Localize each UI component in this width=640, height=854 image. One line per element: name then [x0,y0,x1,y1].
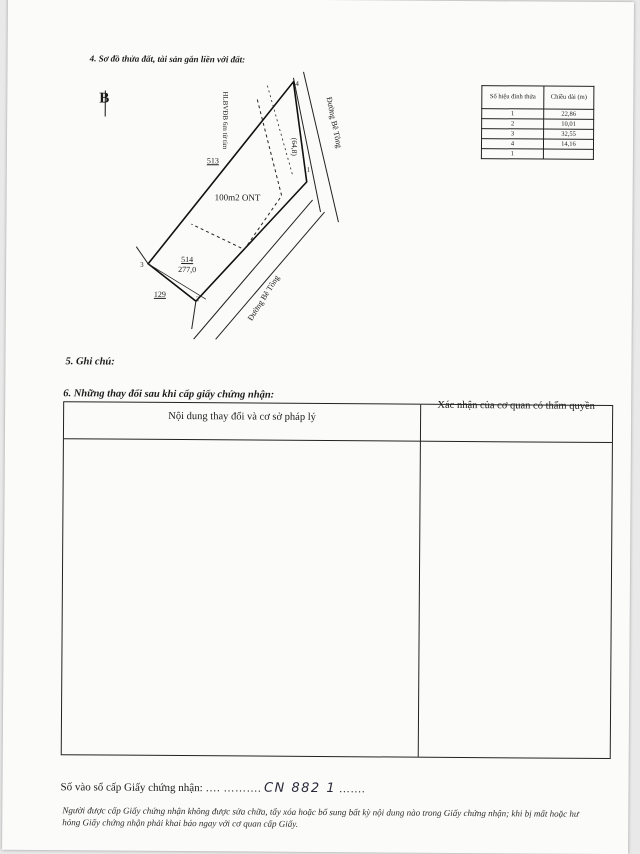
document-page [2,0,634,854]
registry-number: CN 882 1 [264,781,336,797]
changes-table [61,401,613,759]
vertex-3: 3 [140,261,144,269]
vertex-cell: 4 [481,139,543,149]
section-4-title: 4. Sơ đồ thửa đất, tài sản gắn liền với đất: [90,53,246,64]
parcel-514-area: 277,0 [178,265,196,274]
footnote: Người được cấp Giấy chứng nhận không được sửa chữa, tẩy xóa hoặc bổ sung bất kỳ nội dung nào trong Giấy chứng nhận; khi bị mất hoặc hư hỏng Giấy chứng nhận phải khai báo ngay với cơ quan cấp Giấy. [62,804,582,832]
neighbor-line [192,301,196,329]
parcel-513-label: 513 [207,156,219,165]
section-6-title: 6. Những thay đổi sau khi cấp giấy chứng nhận: [63,388,274,400]
length-cell: 32,55 [544,129,594,139]
length-cell: 22,86 [544,109,594,119]
vertex-cell: 3 [482,129,544,139]
parcel-514-label: 514 [181,255,193,264]
length-cell: 14,16 [543,139,593,149]
road-label-top: Đường Bê Tông [325,96,344,149]
land-use-label: 100m2 ONT [215,192,261,202]
registry-dots-after: ……. [339,783,365,795]
edge-length-label: (64,8) [290,138,299,156]
edge-length-table [481,85,595,160]
corridor-label: HLBVĐB 6m từ tim [221,91,229,149]
length-cell: 10,01 [544,119,594,129]
header-length: Chiều dài (m) [544,86,594,109]
vertex-4: 4 [295,80,299,88]
changes-content-column [62,402,421,756]
vertex-cell: 2 [482,119,544,129]
vertex-cell: 1 [481,149,543,159]
vertex-1: 1 [307,166,311,174]
parcel-129-label: 129 [154,290,166,299]
parcel-sketch [5,0,633,362]
header-vertex-id: Số hiệu đỉnh thửa [482,86,544,109]
road-edge [216,211,325,340]
north-arrow-icon: B [99,90,109,107]
registry-number-line [60,779,365,796]
vertex-cell: 1 [482,109,544,119]
ont-area-boundary [191,99,282,250]
registry-dots: …. ………. [205,782,261,794]
length-cell [543,149,593,159]
registry-label: Số vào sổ cấp Giấy chứng nhận: [60,781,202,794]
vertex-2: 2 [196,295,200,303]
section-5-title: 5. Ghi chú: [65,356,114,367]
table-row [481,149,593,160]
changes-confirm-header: Xác nhận của cơ quan có thẩm quyền [420,399,612,414]
table-header-row [482,86,594,110]
changes-content-header: Nội dung thay đổi và cơ sở pháp lý [64,410,420,423]
road-label-bottom: Đường Bê Tông [246,274,281,323]
